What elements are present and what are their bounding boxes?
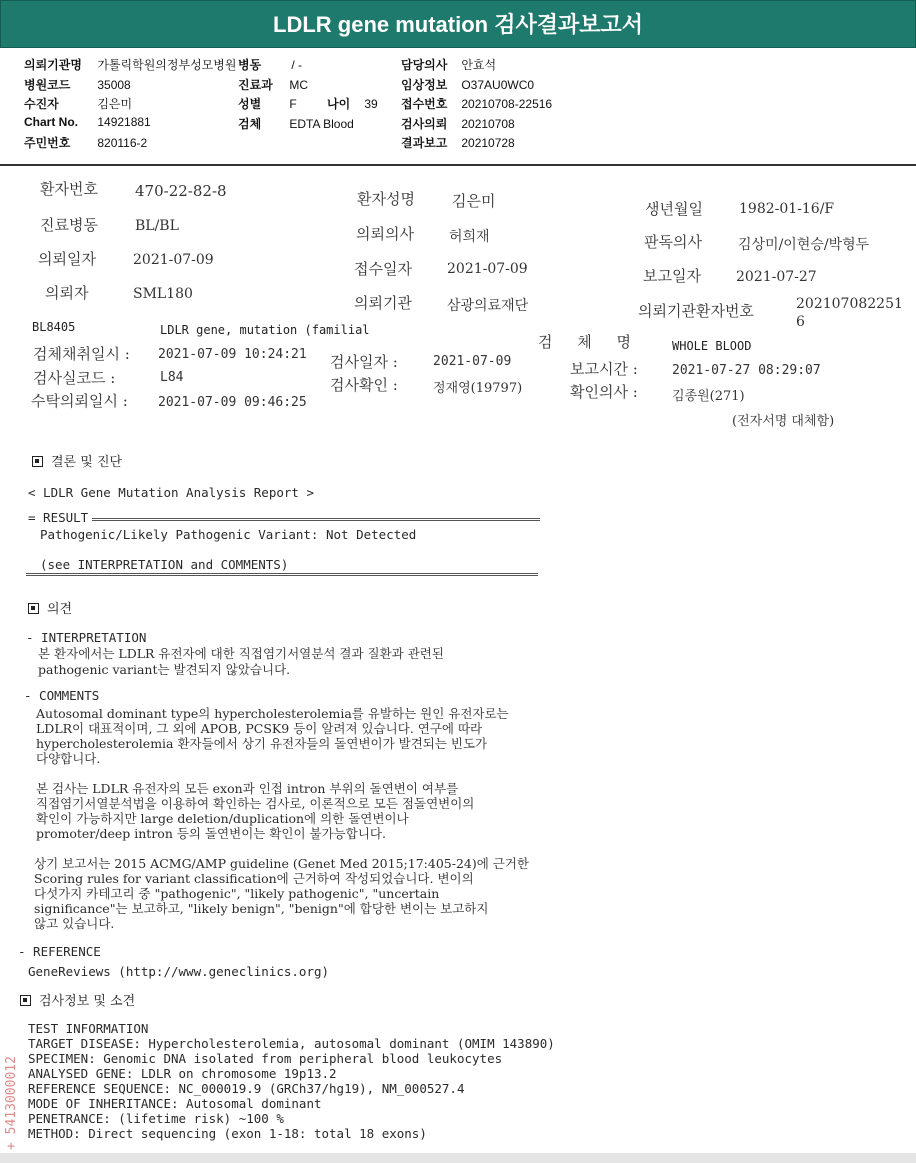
name-label: 환자성명 bbox=[357, 190, 415, 208]
result-line: Pathogenic/Likely Pathogenic Variant: Not Detected bbox=[40, 527, 417, 542]
doctor: 허희재 bbox=[449, 229, 490, 245]
report-time: 2021-07-27 08:29:07 bbox=[672, 363, 821, 378]
header-row bbox=[401, 95, 552, 112]
comment-line: 확인이 가능하지만 large deletion/duplication에 의한 돌연변이나 bbox=[36, 811, 409, 826]
ward-label: 진료병동 bbox=[40, 216, 98, 234]
header-value: O37AU0WC0 bbox=[461, 78, 535, 92]
checkbox-icon bbox=[28, 603, 39, 614]
comment-line: Scoring rules for variant classification에 근거하여 작성되었습니다. 변이의 bbox=[34, 871, 474, 886]
comment-line: 다섯가지 카테고리 중 "pathogenic", "likely pathogenic", "uncertain bbox=[34, 886, 440, 901]
header-value: 20210728 bbox=[461, 136, 515, 150]
comment-line: Autosomal dominant type의 hypercholesterolemia를 유발하는 원인 유전자로는 bbox=[36, 706, 509, 721]
requester-label: 의뢰자 bbox=[45, 284, 89, 302]
header-row bbox=[401, 56, 496, 73]
header-value: 김은미 bbox=[97, 97, 133, 111]
header-row bbox=[327, 95, 378, 112]
scanned-report bbox=[0, 168, 916, 1163]
test-info-line: METHOD: Direct sequencing (exon 1-18: total 18 exons) bbox=[28, 1126, 427, 1141]
reference-line: GeneReviews (http://www.geneclinics.org) bbox=[28, 964, 330, 979]
header-key: 병동 bbox=[238, 58, 262, 72]
interpretation-line: 본 환자에서는 LDLR 유전자에 대한 직접염기서열분석 결과 질환과 관련된 bbox=[38, 646, 444, 661]
header-row bbox=[24, 115, 151, 129]
comment-line: 직접염기서열분석법을 이용하여 확인하는 검사로, 이론적으로 모든 점돌연변이의 bbox=[36, 796, 475, 811]
confirm: 정재영(19797) bbox=[433, 381, 523, 396]
patient-name: 김은미 bbox=[452, 192, 496, 210]
opinion-heading bbox=[28, 598, 72, 617]
header-value: 20210708-22516 bbox=[461, 97, 553, 111]
header-key: 접수번호 bbox=[401, 97, 448, 111]
verify-doctor: 김종원(271) bbox=[672, 389, 745, 404]
opinion-title: 의견 bbox=[47, 602, 73, 617]
barcode-stamp: + 5413000012 bbox=[4, 1056, 19, 1150]
requester: SML180 bbox=[133, 286, 193, 302]
inst-patient-no: 202107082251 bbox=[796, 296, 903, 312]
test-code: BL8405 bbox=[32, 320, 76, 334]
header-row bbox=[238, 95, 297, 112]
test-info-line: PENETRANCE: (lifetime risk) ~100 % bbox=[28, 1111, 284, 1126]
header-key: 검체 bbox=[238, 117, 262, 131]
lab-label: 검사실코드 : bbox=[33, 369, 116, 387]
testinfo-heading bbox=[20, 990, 135, 1009]
institution: 삼광의료재단 bbox=[447, 298, 529, 314]
header-value: / - bbox=[291, 58, 303, 72]
comment-line: significance"는 보고하고, "likely benign", "benign"에 합당한 변이는 보고하지 bbox=[34, 901, 489, 916]
reader: 김상미/이현승/박형두 bbox=[738, 237, 870, 253]
header-value: 39 bbox=[364, 97, 378, 111]
testdate-label: 검사일자 : bbox=[330, 353, 398, 371]
report-subtitle: < LDLR Gene Mutation Analysis Report > bbox=[28, 485, 314, 500]
req-date: 2021-07-09 bbox=[133, 252, 214, 268]
header-row bbox=[24, 76, 131, 93]
header-key: 수진자 bbox=[24, 97, 59, 111]
patient-no: 470-22-82-8 bbox=[135, 182, 227, 200]
checkbox-icon bbox=[20, 995, 31, 1006]
comment-line: 다양합니다. bbox=[36, 751, 101, 766]
rtime-label: 보고시간 : bbox=[570, 360, 638, 378]
comment-line: hypercholesterolemia 환자들에서 상기 유전자들의 돌연변이가 발견되는 빈도가 bbox=[36, 736, 488, 751]
verify-label: 확인의사 : bbox=[570, 383, 638, 401]
conclusion-title: 결론 및 진단 bbox=[51, 455, 123, 470]
comment-line: promoter/deep intron 등의 돌연변이는 확인이 불가능합니다. bbox=[36, 826, 386, 841]
header-row bbox=[401, 76, 534, 93]
confirm-label: 검사확인 : bbox=[330, 376, 398, 394]
inst-patient-label: 의뢰기관환자번호 bbox=[638, 302, 754, 320]
header-key: 진료과 bbox=[238, 78, 273, 92]
header-key: 결과보고 bbox=[401, 136, 448, 150]
header-value: 820116-2 bbox=[97, 136, 148, 150]
section-divider bbox=[26, 573, 538, 576]
inst-patient-no-cont: 6 bbox=[796, 314, 805, 330]
recv-label: 접수일자 bbox=[354, 260, 412, 278]
header-key: 병원코드 bbox=[24, 78, 71, 92]
header-key: 임상정보 bbox=[401, 78, 448, 92]
header-value: 안효석 bbox=[461, 58, 497, 72]
inst-label: 의뢰기관 bbox=[354, 294, 412, 312]
lab-code: L84 bbox=[160, 370, 184, 385]
see-note: (see INTERPRETATION and COMMENTS) bbox=[40, 557, 289, 572]
orderrecv-label: 수탁의뢰일시 : bbox=[31, 392, 128, 410]
header-key: 검사의뢰 bbox=[401, 117, 448, 131]
test-date: 2021-07-09 bbox=[433, 354, 512, 369]
header-value: 20210708 bbox=[461, 117, 515, 131]
report-title: LDLR gene mutation 검사결과보고서 bbox=[0, 0, 916, 48]
collect-label: 검체채취일시 : bbox=[33, 345, 130, 363]
specimen: WHOLE BLOOD bbox=[672, 339, 752, 353]
test-info-line: ANALYSED GENE: LDLR on chromosome 19p13.2 bbox=[28, 1066, 337, 1081]
report-date-label: 보고일자 bbox=[643, 267, 701, 285]
test-info-line: MODE OF INHERITANCE: Autosomal dominant bbox=[28, 1096, 322, 1111]
header-value: 14921881 bbox=[97, 115, 151, 129]
reference-head: - REFERENCE bbox=[18, 944, 101, 959]
comment-line: 본 검사는 LDLR 유전자의 모든 exon과 인접 intron 부위의 돌연변이 여부를 bbox=[36, 781, 459, 796]
checkbox-icon bbox=[32, 456, 43, 467]
order-recv-time: 2021-07-09 09:46:25 bbox=[158, 395, 307, 410]
header-key: 담당의사 bbox=[401, 58, 448, 72]
interpretation-head: - INTERPRETATION bbox=[26, 630, 147, 645]
bottom-edge bbox=[0, 1153, 916, 1163]
header-key: 의뢰기관명 bbox=[24, 58, 82, 72]
specimen-label: 검 체 명 bbox=[538, 333, 642, 351]
dob: 1982-01-16/F bbox=[739, 201, 835, 217]
dob-label: 생년월일 bbox=[645, 200, 703, 218]
header-row bbox=[238, 76, 308, 93]
header-value: 35008 bbox=[97, 78, 131, 92]
reader-label: 판독의사 bbox=[644, 233, 702, 251]
test-info-line: SPECIMEN: Genomic DNA isolated from peripheral blood leukocytes bbox=[28, 1051, 503, 1066]
testinfo-title: 검사정보 및 소견 bbox=[39, 994, 136, 1009]
interpretation-line: pathogenic variant는 발견되지 않았습니다. bbox=[38, 662, 291, 677]
req-date-label: 의뢰일자 bbox=[38, 250, 96, 268]
test-info-line: REFERENCE SEQUENCE: NC_000019.9 (GRCh37/hg19), NM_000527.4 bbox=[28, 1081, 465, 1096]
conclusion-heading bbox=[32, 451, 122, 470]
patient-no-label: 환자번호 bbox=[40, 180, 98, 198]
header-key: 나이 bbox=[327, 97, 351, 111]
header-key: Chart No. bbox=[24, 115, 78, 129]
report-date: 2021-07-27 bbox=[736, 269, 817, 285]
recv-date: 2021-07-09 bbox=[447, 261, 528, 277]
header-row bbox=[24, 95, 132, 112]
comment-line: LDLR이 대표적이며, 그 외에 APOB, PCSK9 등이 알려져 있습니다. 연구에 따라 bbox=[36, 721, 483, 736]
header-row bbox=[238, 56, 302, 73]
test-info-line: TARGET DISEASE: Hypercholesterolemia, autosomal dominant (OMIM 143890) bbox=[28, 1036, 555, 1051]
test-name: LDLR gene, mutation (familial bbox=[160, 323, 370, 337]
header-value: MC bbox=[289, 78, 309, 92]
header-value: EDTA Blood bbox=[289, 117, 354, 131]
header-row bbox=[24, 56, 236, 73]
result-label: = RESULT bbox=[28, 510, 89, 525]
header-row bbox=[238, 115, 354, 132]
header-row bbox=[401, 134, 515, 151]
test-info-head: TEST INFORMATION bbox=[28, 1021, 149, 1036]
comment-line: 않고 있습니다. bbox=[34, 916, 115, 931]
comments-head: - COMMENTS bbox=[24, 688, 100, 703]
header-key: 주민번호 bbox=[24, 136, 71, 150]
comment-line: 상기 보고서는 2015 ACMG/AMP guideline (Genet Med 2015;17:405-24)에 근거한 bbox=[34, 856, 529, 871]
doctor-label: 의뢰의사 bbox=[356, 225, 414, 243]
collect-time: 2021-07-09 10:24:21 bbox=[158, 347, 307, 362]
header-key: 성별 bbox=[238, 97, 262, 111]
report-header bbox=[0, 48, 916, 166]
header-row bbox=[401, 115, 515, 132]
result-divider bbox=[92, 518, 540, 521]
ward: BL/BL bbox=[135, 218, 179, 234]
header-row bbox=[24, 134, 147, 151]
header-value: F bbox=[289, 97, 297, 111]
esign-note: (전자서명 대체함) bbox=[732, 414, 835, 429]
header-value: 가톨릭학원의정부성모병원 bbox=[97, 58, 237, 72]
